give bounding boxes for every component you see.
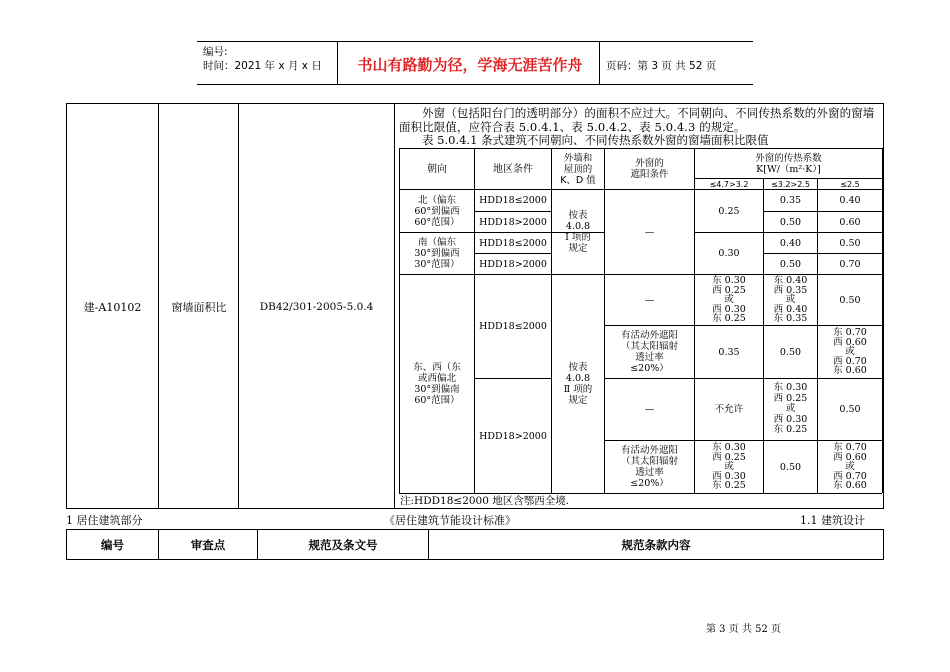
ew1-shading: — [644, 294, 655, 306]
south-hdd-gt: HDD18>2000 [479, 258, 547, 270]
ew2-k1: 0.35 [718, 346, 740, 358]
ew2-k2: 0.50 [779, 346, 802, 358]
north-r1-k3: 0.40 [839, 195, 861, 206]
south-r1-k2: 0.40 [779, 237, 802, 249]
col-standard: 规范及条文号 [308, 537, 378, 552]
row-standard: DB42/301-2005-5.0.4 [259, 301, 374, 313]
north-hdd-gt: HDD18>2000 [479, 216, 547, 228]
ratio-table [67, 104, 885, 510]
north-orientation: 北（偏东 60°到偏西 60°范围） [414, 194, 460, 228]
page-header [197, 41, 753, 85]
header-shading: 外窗的 遮阳条件 [630, 158, 669, 180]
number-label: 编号: [203, 46, 228, 58]
header-orientation: 朝向 [427, 163, 447, 175]
motto: 书山有路勤为径，学海无涯苦作舟 [357, 56, 583, 74]
ew3-shading: — [644, 404, 655, 415]
ew3-k3: 0.50 [839, 404, 861, 415]
row-checkpoint: 窗墙面积比 [171, 300, 227, 314]
ew4-k2: 0.50 [779, 461, 802, 473]
column-header-row [66, 529, 884, 560]
north-r2-k2: 0.50 [779, 216, 802, 228]
kd-ii: 按表 4.0.8 Ⅱ 项的 规定 [563, 362, 593, 406]
col-content: 规范条款内容 [621, 537, 691, 552]
ew2-k3: 东 0.70 西 0.60 或 西 0.70 东 0.60 [833, 327, 867, 377]
page-footer: 第 3 页 共 52 页 [706, 624, 781, 635]
header-k2: ≤3.2>2.5 [771, 179, 810, 189]
ew3-k2: 东 0.30 西 0.25 或 西 0.30 东 0.25 [773, 382, 808, 436]
col-check: 审查点 [190, 537, 226, 552]
south-r2-k3: 0.70 [839, 258, 861, 270]
eastwest-hdd-gt: HDD18>2000 [479, 430, 547, 442]
ew4-k3: 东 0.70 西 0.60 或 西 0.70 东 0.60 [833, 442, 867, 492]
north-k1: 0.25 [718, 205, 740, 217]
north-r1-k2: 0.35 [779, 195, 802, 206]
ew4-k1: 东 0.30 西 0.25 或 西 0.30 东 0.25 [712, 442, 746, 492]
page-label: 页码：第 3 页 共 52 页 [606, 60, 717, 72]
footer-left: 1 居住建筑部分 [66, 514, 143, 527]
north-hdd-le: HDD18≤2000 [479, 195, 547, 206]
footer-right: 1.1 建筑设计 [800, 514, 865, 527]
table-title: 表 5.0.4.1 条式建筑不同朝向、不同传热系数外窗的窗墙面积比限值 [422, 133, 769, 147]
clause-intro: 外窗（包括阳台门的透明部分）的面积不应过大。不同朝向、不同传热系数的外窗的窗墙面积比限值，应符合表 5.0.4.1、表 5.0.4.2、表 5.0.4.3 的规定。 [399, 106, 875, 134]
table-note: 注:HDD18≤2000 地区含鄂西全境. [400, 495, 570, 507]
ew1-k2: 东 0.40 西 0.35 或 西 0.40 东 0.35 [773, 275, 808, 325]
south-hdd-le: HDD18≤2000 [479, 237, 547, 249]
ew1-k3: 0.50 [839, 294, 861, 306]
north-south-shading: — [644, 226, 655, 238]
clause-row [66, 103, 884, 509]
col-code: 编号 [101, 537, 124, 552]
kd-i: 按表 4.0.8 Ⅰ 项的 规定 [565, 210, 591, 254]
row-code: 建-A10102 [83, 301, 142, 314]
ew1-k1: 东 0.30 西 0.25 或 西 0.30 东 0.25 [712, 275, 746, 325]
eastwest-hdd-le: HDD18≤2000 [479, 321, 547, 332]
ew3-k1: 不允许 [714, 404, 744, 415]
south-orientation: 南（偏东 30°到偏西 30°范围） [414, 237, 460, 270]
south-k1: 0.30 [718, 248, 740, 259]
ew2-shading: 有活动外遮阳 （其太阳辐射 透过率 ≤20%） [620, 330, 678, 374]
header-k-group: 外窗的传热系数 K[W/（m²·K）] [755, 152, 822, 175]
ew4-shading: 有活动外遮阳 （其太阳辐射 透过率 ≤20%） [620, 445, 678, 489]
south-r2-k2: 0.50 [779, 258, 802, 270]
south-r1-k3: 0.50 [839, 237, 861, 249]
header-k1: ≤4.7>3.2 [709, 179, 749, 189]
north-r2-k3: 0.60 [839, 216, 861, 228]
header-k3: ≤2.5 [840, 179, 860, 189]
header-region: 地区条件 [493, 163, 533, 175]
footer-center: 《居住建筑节能设计标准》 [384, 514, 516, 527]
eastwest-orientation: 东、西（东 或西偏北 30°到偏南 60°范围） [413, 362, 461, 406]
time-label: 时间：2021 年 x 月 x 日 [203, 60, 322, 72]
header-kd: 外墙和 屋顶的 K、D 值 [560, 152, 596, 186]
